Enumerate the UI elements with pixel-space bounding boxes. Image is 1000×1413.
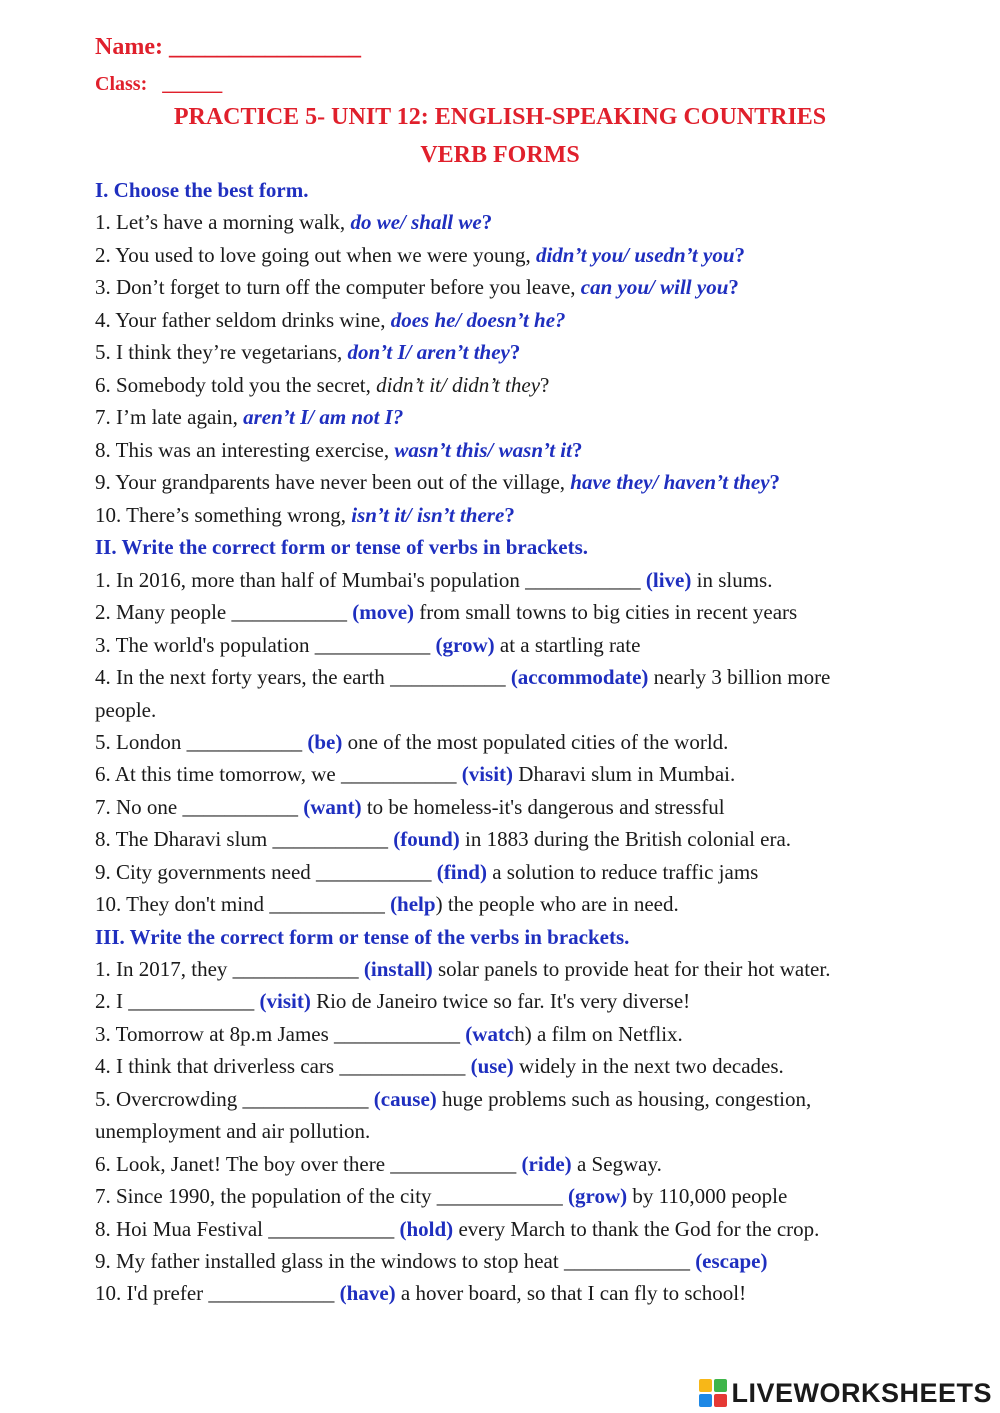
s1-item-6: 6. Somebody told you the secret, didn’t it/ didn’t they? <box>95 373 550 397</box>
s1-item-4: 4. Your father seldom drinks wine, does he/ doesn’t he? <box>95 308 566 332</box>
s1-item-1: 1. Let’s have a morning walk, do we/ shall we? <box>95 210 493 234</box>
s3-item-10: 10. I'd prefer ____________ (have) a hover board, so that I can fly to school! <box>95 1281 747 1305</box>
choice[interactable]: can you/ will you <box>580 275 729 299</box>
class-line <box>95 70 940 98</box>
answer-blank[interactable]: ___________ <box>231 600 347 624</box>
choice[interactable]: wasn’t this/ wasn’t it <box>394 438 572 462</box>
answer-blank[interactable]: ___________ <box>182 795 298 819</box>
answer-blank[interactable]: ____________ <box>128 989 255 1013</box>
page-title: PRACTICE 5- UNIT 12: ENGLISH-SPEAKING COUNTRIES <box>173 104 827 130</box>
choice[interactable]: have they/ haven’t they <box>570 470 770 494</box>
choice[interactable]: don’t I/ aren’t they <box>347 340 510 364</box>
s3-item-8: 8. Hoi Mua Festival ____________ (hold) every March to thank the God for the crop. <box>95 1217 820 1241</box>
s2-item-4-continued: people. <box>95 698 157 722</box>
answer-blank[interactable]: ____________ <box>563 1249 690 1273</box>
choice[interactable]: isn’t it/ isn’t there <box>351 503 505 527</box>
class-blank[interactable]: ______ <box>162 73 223 95</box>
liveworksheets-logo[interactable] <box>699 1376 992 1410</box>
choice[interactable]: didn’t it/ didn’t they <box>376 373 541 397</box>
s3-item-2: 2. I ____________ (visit) Rio de Janeiro twice so far. It's very diverse! <box>95 989 691 1013</box>
answer-blank[interactable]: ___________ <box>314 633 431 657</box>
s2-item-7: 7. No one ___________ (want) to be homeless-it's dangerous and stressful <box>95 795 725 819</box>
choice[interactable]: do we/ shall we <box>350 210 482 234</box>
page-subtitle: VERB FORMS <box>420 142 580 168</box>
answer-blank[interactable]: ____________ <box>334 1022 461 1046</box>
s2-item-8: 8. The Dharavi slum ___________ (found) in 1883 during the British colonial era. <box>95 827 792 851</box>
answer-blank[interactable]: ___________ <box>316 860 432 884</box>
answer-blank[interactable]: ____________ <box>390 1152 517 1176</box>
section-3-heading: III. Write the correct form or tense of the verbs in brackets. <box>95 925 630 949</box>
s2-item-6: 6. At this time tomorrow, we ___________ (visit) Dharavi slum in Mumbai. <box>95 762 736 786</box>
answer-blank[interactable]: ____________ <box>268 1217 395 1241</box>
choice[interactable]: aren’t I/ am not I? <box>243 405 404 429</box>
logo-square <box>714 1394 727 1407</box>
answer-blank[interactable]: ___________ <box>269 892 385 916</box>
s2-item-3: 3. The world's population ___________ (grow) at a startling rate <box>95 633 641 657</box>
s1-item-2: 2. You used to love going out when we were young, didn’t you/ usedn’t you? <box>95 243 746 267</box>
choice[interactable]: didn’t you/ usedn’t you <box>535 243 735 267</box>
s1-item-3: 3. Don’t forget to turn off the computer before you leave, can you/ will you? <box>95 275 739 299</box>
class-label: Class: <box>95 73 148 95</box>
name-blank[interactable]: ________________ <box>168 34 361 60</box>
liveworksheets-icon <box>699 1379 727 1407</box>
name-label: Name: <box>95 34 163 60</box>
choice[interactable]: does he/ doesn’t he? <box>390 308 566 332</box>
logo-text: LIVEWORKSHEETS <box>731 1377 992 1408</box>
answer-blank[interactable]: ___________ <box>390 665 506 689</box>
s2-item-2: 2. Many people ___________ (move) from small towns to big cities in recent years <box>95 600 798 624</box>
s1-item-9: 9. Your grandparents have never been out of the village, have they/ haven’t they? <box>95 470 781 494</box>
answer-blank[interactable]: ____________ <box>436 1184 563 1208</box>
answer-blank[interactable]: ____________ <box>208 1281 335 1305</box>
s1-item-5: 5. I think they’re vegetarians, don’t I/ aren’t they? <box>95 340 521 364</box>
s2-item-9: 9. City governments need ___________ (find) a solution to reduce traffic jams <box>95 860 759 884</box>
s2-item-4: 4. In the next forty years, the earth ___________ (accommodate) nearly 3 billion more <box>95 665 831 689</box>
s1-item-8: 8. This was an interesting exercise, wasn’t this/ wasn’t it? <box>95 438 583 462</box>
s3-item-1: 1. In 2017, they ____________ (install) solar panels to provide heat for their hot water. <box>95 957 831 981</box>
name-line <box>95 33 940 61</box>
section-1-heading: I. Choose the best form. <box>95 178 309 202</box>
s3-item-4: 4. I think that driverless cars ____________ (use) widely in the next two decades. <box>95 1054 784 1078</box>
s2-item-1: 1. In 2016, more than half of Mumbai's population ___________ (live) in slums. <box>95 568 773 592</box>
answer-blank[interactable]: ___________ <box>525 568 641 592</box>
s3-item-6: 6. Look, Janet! The boy over there ____________ (ride) a Segway. <box>95 1152 662 1176</box>
answer-blank[interactable]: ____________ <box>242 1087 369 1111</box>
answer-blank[interactable]: ___________ <box>340 762 457 786</box>
answer-blank[interactable]: ____________ <box>339 1054 466 1078</box>
answer-blank[interactable]: ____________ <box>232 957 359 981</box>
logo-square <box>699 1379 712 1392</box>
s3-item-3: 3. Tomorrow at 8p.m James ____________ (watch) a film on Netflix. <box>95 1022 683 1046</box>
s3-item-9: 9. My father installed glass in the windows to stop heat ____________ (escape) <box>95 1249 768 1273</box>
s1-item-7: 7. I’m late again, aren’t I/ am not I? <box>95 405 404 429</box>
section-2-heading: II. Write the correct form or tense of verbs in brackets. <box>95 535 588 559</box>
answer-blank[interactable]: ___________ <box>272 827 388 851</box>
logo-square <box>714 1379 727 1392</box>
s2-item-5: 5. London ___________ (be) one of the most populated cities of the world. <box>95 730 729 754</box>
s3-item-5-continued: unemployment and air pollution. <box>95 1119 371 1143</box>
s1-item-10: 10. There’s something wrong, isn’t it/ isn’t there? <box>95 503 515 527</box>
s3-item-7: 7. Since 1990, the population of the city ____________ (grow) by 110,000 people <box>95 1184 788 1208</box>
s3-item-5: 5. Overcrowding ____________ (cause) huge problems such as housing, congestion, <box>95 1087 812 1111</box>
logo-square <box>699 1394 712 1407</box>
answer-blank[interactable]: ___________ <box>186 730 303 754</box>
s2-item-10: 10. They don't mind ___________ (help) the people who are in need. <box>95 892 679 916</box>
